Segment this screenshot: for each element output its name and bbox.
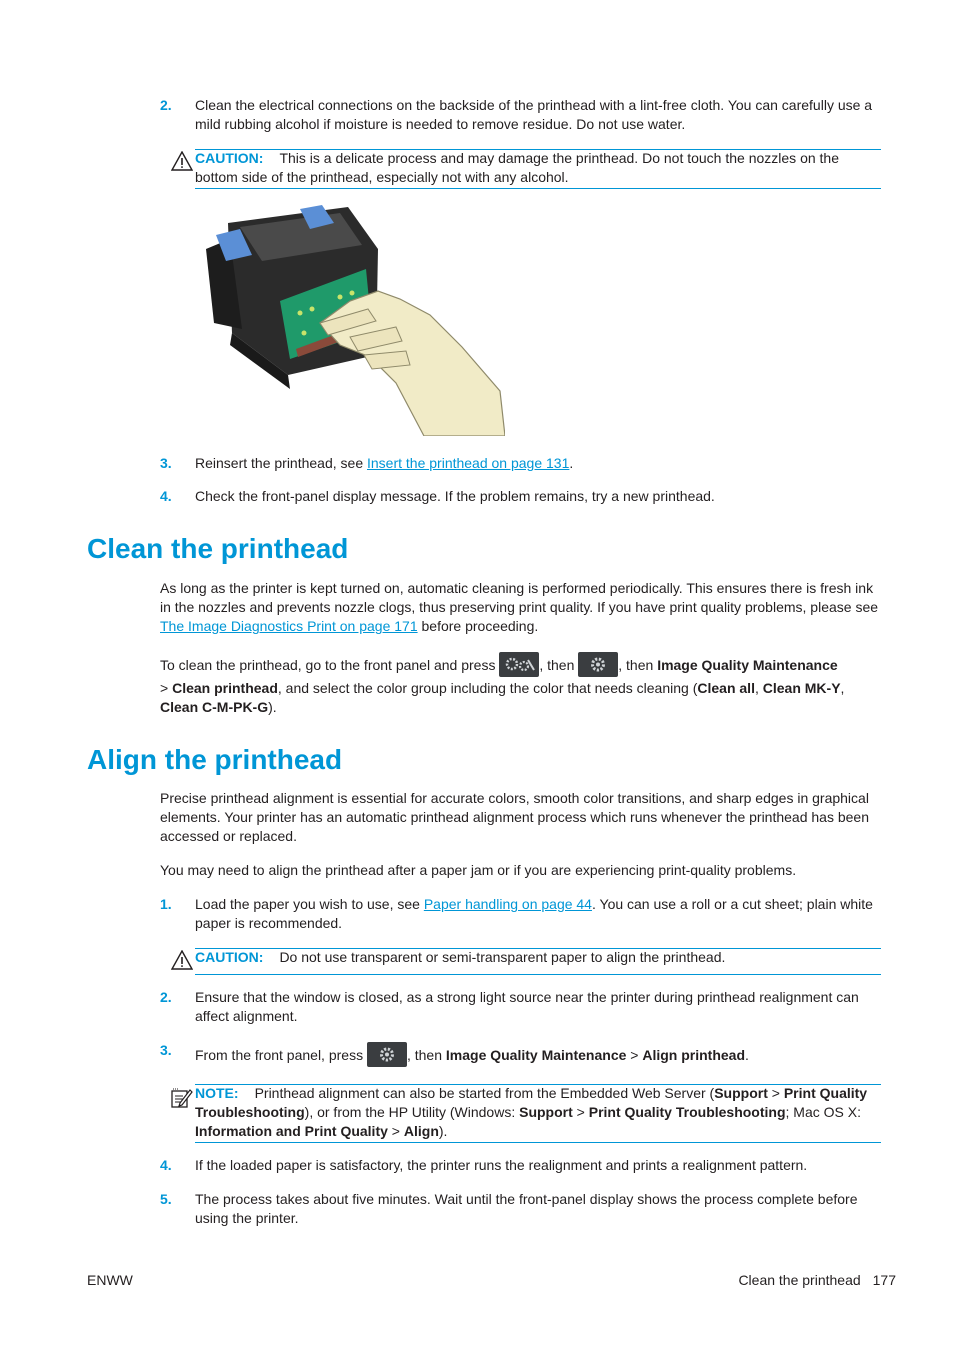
step-text-part: From the front panel, press [195,1047,364,1064]
menu-path-item: Image Quality Maintenance [657,657,838,674]
menu-separator: > [630,1047,639,1064]
align-paragraph: You may need to align the printhead after a paper jam or if you are experiencing print-quality problems. [160,862,797,878]
step-number: 1. [160,896,172,912]
step-number: 4. [160,1157,172,1173]
paragraph-text: , [754,680,763,696]
paragraph-text: To clean the printhead, go to the front panel and press [160,657,496,674]
step-text: If the loaded paper is satisfactory, the printer runs the realignment and prints a realignment pattern. [195,1157,808,1173]
step-number: 2. [160,97,172,113]
printhead-cleaning-illustration [200,205,505,436]
paper-handling-link[interactable]: Paper handling on page 44 [423,896,592,912]
menu-path-item: Support [519,1104,573,1120]
section-heading-clean: Clean the printhead [87,533,349,564]
step-text-part: , then [406,1047,442,1064]
note-text: ). [438,1123,448,1139]
note-text: ; Mac OS X: [785,1104,861,1120]
caution-text: This is a delicate process and may damage the printhead. Do not touch the nozzles on the [279,150,839,166]
caution-bottom-rule [195,188,881,189]
note-block [195,1084,885,1141]
step-text: The process takes about five minutes. Wait until the front-panel display shows the process complete before using the printer. [195,1191,858,1226]
menu-path-item: Print Quality Troubleshooting [588,1104,786,1120]
warning-triangle-icon [171,950,193,970]
step-text-part: Load the paper you wish to use, see [195,896,424,912]
caution-label: CAUTION: [195,150,264,166]
paragraph-text: As long as the printer is kept turned on, automatic cleaning is performed periodically. This ensures there is fresh ink in the nozzles and prevents nozzle clogs, thus preserving print quality. If you have print quality problems, please see [160,580,879,615]
step-text [195,1044,885,1069]
clean-instruction [160,654,885,717]
paragraph-text: , [840,680,845,696]
step-number: 3. [160,1042,172,1058]
note-label: NOTE: [195,1085,239,1101]
note-bottom-rule [195,1142,881,1143]
footer-left: ENWW [87,1272,133,1288]
align-paragraph: Precise printhead alignment is essential for accurate colors, smooth color transitions, and sharp edges in graphical elements. Your printer has an automatic printhead alignment process which runs whenever the printhead has been accessed or replaced. [160,790,869,844]
menu-path-item: Align [403,1123,439,1139]
paragraph-text: , then [618,657,654,674]
step-text: Check the front-panel display message. If the problem remains, try a new printhead. [195,488,715,504]
paragraph-text: before proceeding. [417,618,539,634]
caution-block [195,948,885,967]
step-text: Ensure that the window is closed, as a strong light source near the printer during printhead realignment can affect alignment. [195,989,859,1024]
menu-path-item: Information and Print Quality [195,1123,388,1139]
step-number: 5. [160,1191,172,1207]
clean-paragraph [160,579,885,636]
caution-label: CAUTION: [195,949,264,965]
menu-path-item: Print Quality Troubleshooting [195,1085,868,1120]
step-text-part: Reinsert the printhead, see [195,455,367,471]
page-number: 177 [872,1272,896,1288]
gear-icon [367,1042,407,1067]
caution-bottom-rule [195,974,881,975]
menu-path-item: Clean printhead [172,680,278,696]
step-text [195,454,885,473]
step-number: 3. [160,455,172,471]
note-text: Printhead alignment can also be started from the Embedded Web Server ( [254,1085,715,1101]
paragraph-text: ). [268,699,277,715]
step-text-part: . [745,1047,749,1064]
note-text: ), or from the HP Utility (Windows: [304,1104,520,1120]
menu-path-item: Align printhead [642,1047,746,1064]
caution-text: bottom side of the printhead, especially not with any alcohol. [195,169,569,185]
footer-right [738,1271,896,1290]
caution-text: Do not use transparent or semi-transparent paper to align the printhead. [279,949,726,965]
menu-option: Clean MK-Y [762,680,841,696]
menu-separator: > [572,1104,589,1120]
footer-section-title: Clean the printhead [738,1272,861,1288]
step-text-part: . [569,455,574,471]
gear-icon [578,652,618,677]
toolbox-gears-icon [499,652,539,677]
note-pencil-icon [171,1087,193,1109]
step-number: 4. [160,488,172,504]
section-heading-align: Align the printhead [87,744,343,775]
insert-printhead-link[interactable]: Insert the printhead on page 131 [367,455,570,471]
menu-separator: > [160,680,169,696]
step-text [195,895,885,933]
menu-path-item: Image Quality Maintenance [445,1047,627,1064]
paragraph-text: , then [539,657,575,674]
image-diagnostics-link[interactable]: The Image Diagnostics Print on page 171 [160,618,418,634]
menu-option: Clean C-M-PK-G [160,699,269,715]
menu-separator: > [387,1123,404,1139]
step-text-part: . You can use a roll or a cut sheet; plain white paper is recommended. [195,896,873,931]
warning-triangle-icon [171,151,193,171]
menu-separator: > [767,1085,784,1101]
menu-path-item: Support [714,1085,768,1101]
paragraph-text: , and select the color group including the color that needs cleaning ( [277,680,698,696]
step-number: 2. [160,989,172,1005]
caution-block [195,149,885,187]
menu-option: Clean all [697,680,755,696]
step-text: Clean the electrical connections on the backside of the printhead with a lint-free cloth. You can carefully use a mild rubbing alcohol if moisture is needed to remove residue. Do not use water. [195,97,873,132]
